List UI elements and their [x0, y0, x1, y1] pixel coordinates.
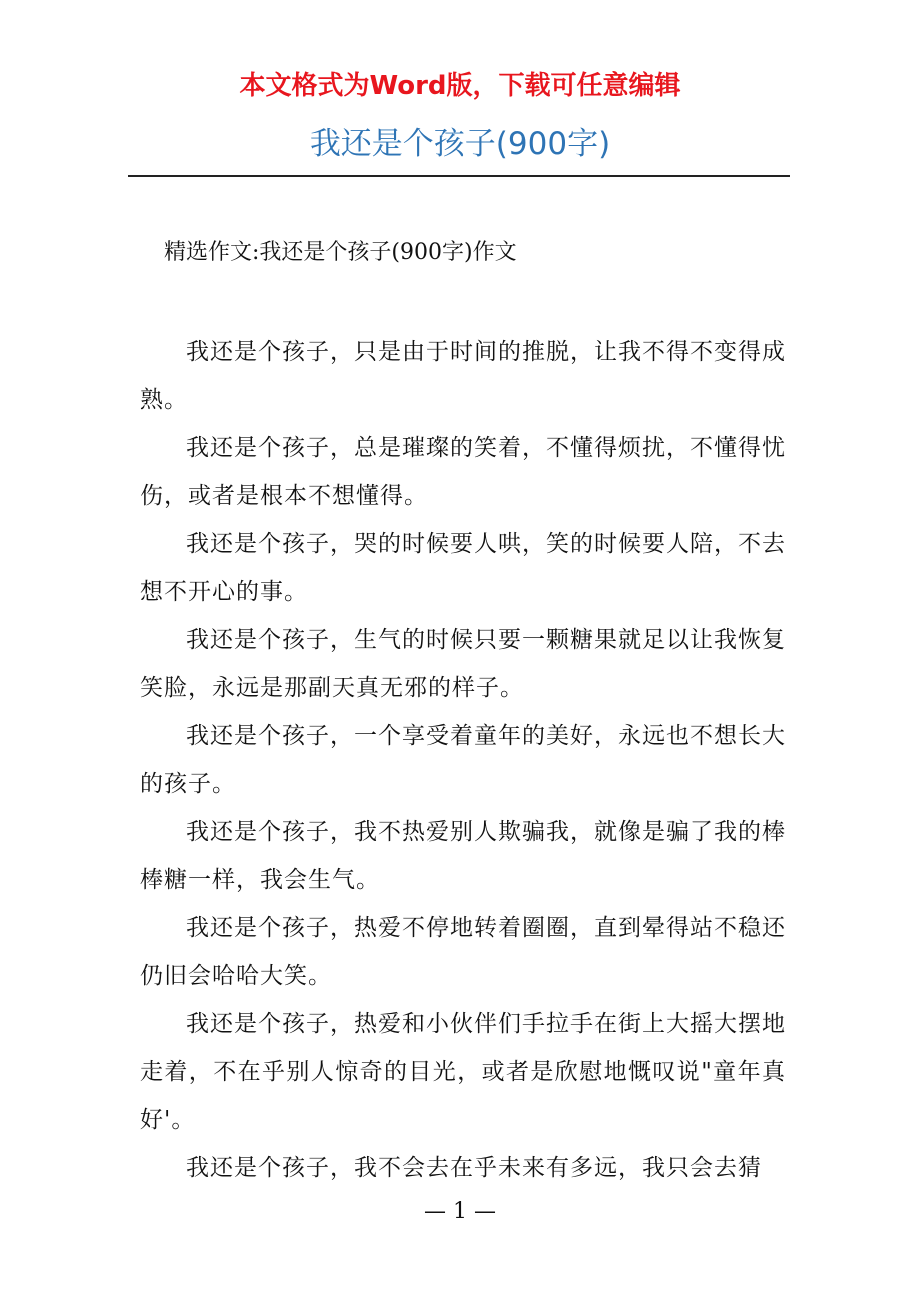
- paragraph: 我还是个孩子，生气的时候只要一颗糖果就足以让我恢复笑脸，永远是那副天真无邪的样子。: [140, 627, 786, 701]
- article-subtitle: 精选作文:我还是个孩子(900字)作文: [164, 240, 517, 265]
- title-divider: [128, 175, 790, 177]
- page-number: — 1 —: [424, 1199, 496, 1224]
- document-title: 我还是个孩子(900字): [309, 126, 611, 162]
- paragraph: 我还是个孩子，只是由于时间的推脱，让我不得不变得成熟。: [140, 339, 786, 413]
- paragraph: 我还是个孩子，热爱和小伙伴们手拉手在街上大摇大摆地走着，不在乎别人惊奇的目光，或者是欣慰地慨叹说"童年真好'。: [140, 1011, 786, 1133]
- paragraph: 我还是个孩子，哭的时候要人哄，笑的时候要人陪，不去想不开心的事。: [140, 531, 786, 605]
- format-banner: 本文格式为Word版，下载可任意编辑: [239, 71, 681, 101]
- paragraph: 我还是个孩子，我不热爱别人欺骗我，就像是骗了我的棒棒糖一样，我会生气。: [140, 819, 786, 893]
- paragraph: 我还是个孩子，我不会去在乎未来有多远，我只会去猜: [186, 1155, 762, 1181]
- paragraph: 我还是个孩子，一个享受着童年的美好，永远也不想长大的孩子。: [140, 723, 786, 797]
- article-body: [140, 328, 786, 1192]
- paragraph: 我还是个孩子，热爱不停地转着圈圈，直到晕得站不稳还仍旧会哈哈大笑。: [140, 915, 786, 989]
- paragraph: 我还是个孩子，总是璀璨的笑着，不懂得烦扰，不懂得忧伤，或者是根本不想懂得。: [140, 435, 786, 509]
